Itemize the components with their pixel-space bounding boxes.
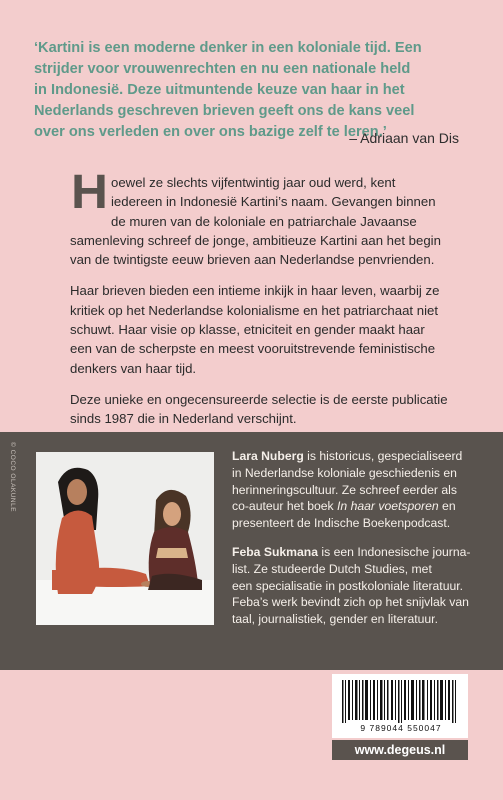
photo-credit <box>6 442 20 552</box>
quote-line: Nederlands geschreven brieven geeft ons de kans veel <box>34 103 415 119</box>
paragraph-line: denkers van haar tijd. <box>70 360 197 376</box>
publisher-website[interactable]: www.degeus.nl <box>332 740 468 760</box>
bio-feba <box>232 544 482 628</box>
quote-line: over ons verleden en over ons bazige zelf te leren.’ <box>34 124 387 140</box>
bio-text: een specialisatie in postkoloniale literatuur. <box>232 578 464 593</box>
paragraph-line: een van de scherpste en meest vooruitstrevende feministische <box>70 341 436 357</box>
description-paragraph <box>70 173 470 269</box>
bio-text: in Nederlandse koloniale geschiedenis en <box>232 465 457 480</box>
author-name: Feba Sukmana <box>232 544 319 559</box>
bio-text: co-auteur het boek <box>232 499 338 514</box>
paragraph-line: sinds 1987 die in Nederland verschijnt. <box>70 411 297 427</box>
blurb-quote <box>34 38 474 143</box>
isbn-digits: 9 789044 550047 <box>334 723 468 733</box>
bio-lara <box>232 448 482 532</box>
book-title: In haar voetsporen <box>337 499 439 514</box>
drop-cap-text: H <box>71 172 108 210</box>
bio-text: herinneringscultuur. Ze schreef eerder als <box>232 482 457 497</box>
paragraph-line: Deze unieke en ongecensureerde selectie is de eerste publicatie <box>70 391 448 407</box>
quote-line: strijder voor vrouwenrechten en nu een nationale held <box>34 61 411 77</box>
bio-text: taal, journalistiek, gender en literatuur. <box>232 612 438 627</box>
paragraph-line: schuwt. Haar visie op klasse, etniciteit en gender maakt haar <box>70 322 425 338</box>
quote-line: in Indonesië. Deze uitmuntende keuze van haar in het <box>34 82 405 98</box>
bio-text: en <box>438 499 456 514</box>
bio-text: presenteert de Indische Boekenpodcast. <box>232 516 451 531</box>
author-name: Lara Nuberg <box>232 449 304 463</box>
paragraph-line: Haar brieven bieden een intieme inkijk in haar leven, waarbij ze <box>70 283 440 299</box>
description-paragraph <box>70 390 470 429</box>
description-paragraph <box>70 281 470 377</box>
paragraph-line: samenleving schreef de jonge, ambitieuze Kartini aan het begin <box>70 232 441 248</box>
author-photo <box>36 452 214 625</box>
paragraph-line: de muren van de koloniale en patriarchale Javaanse <box>111 213 417 229</box>
paragraph-line: van de twintigste eeuw brieven aan Nederlandse penvrienden. <box>70 252 435 268</box>
bio-text: list. Ze studeerde Dutch Studies, met <box>232 561 432 576</box>
paragraph-line: oewel ze slechts vijfentwintig jaar oud werd, kent <box>111 175 396 190</box>
bio-text: Feba’s werk bevindt zich op het snijvlak van <box>232 595 469 610</box>
bio-text: is een Indonesische journa- <box>318 544 471 559</box>
bio-text: is historicus, gespecialiseerd <box>303 449 463 463</box>
quote-attribution: – Adriaan van Dis <box>349 130 459 146</box>
quote-line: ‘Kartini is een moderne denker in een koloniale tijd. Een <box>34 40 422 56</box>
paragraph-line: kritiek op het Nederlandse kolonialisme en het patriarchaat niet <box>70 302 438 318</box>
author-bios <box>232 448 482 640</box>
paragraph-line: iedereen in Indonesië Kartini’s naam. Gevangen binnen <box>111 194 436 210</box>
photo-credit-text: © COCO OLAKUNLE <box>9 442 16 513</box>
description <box>70 173 470 441</box>
